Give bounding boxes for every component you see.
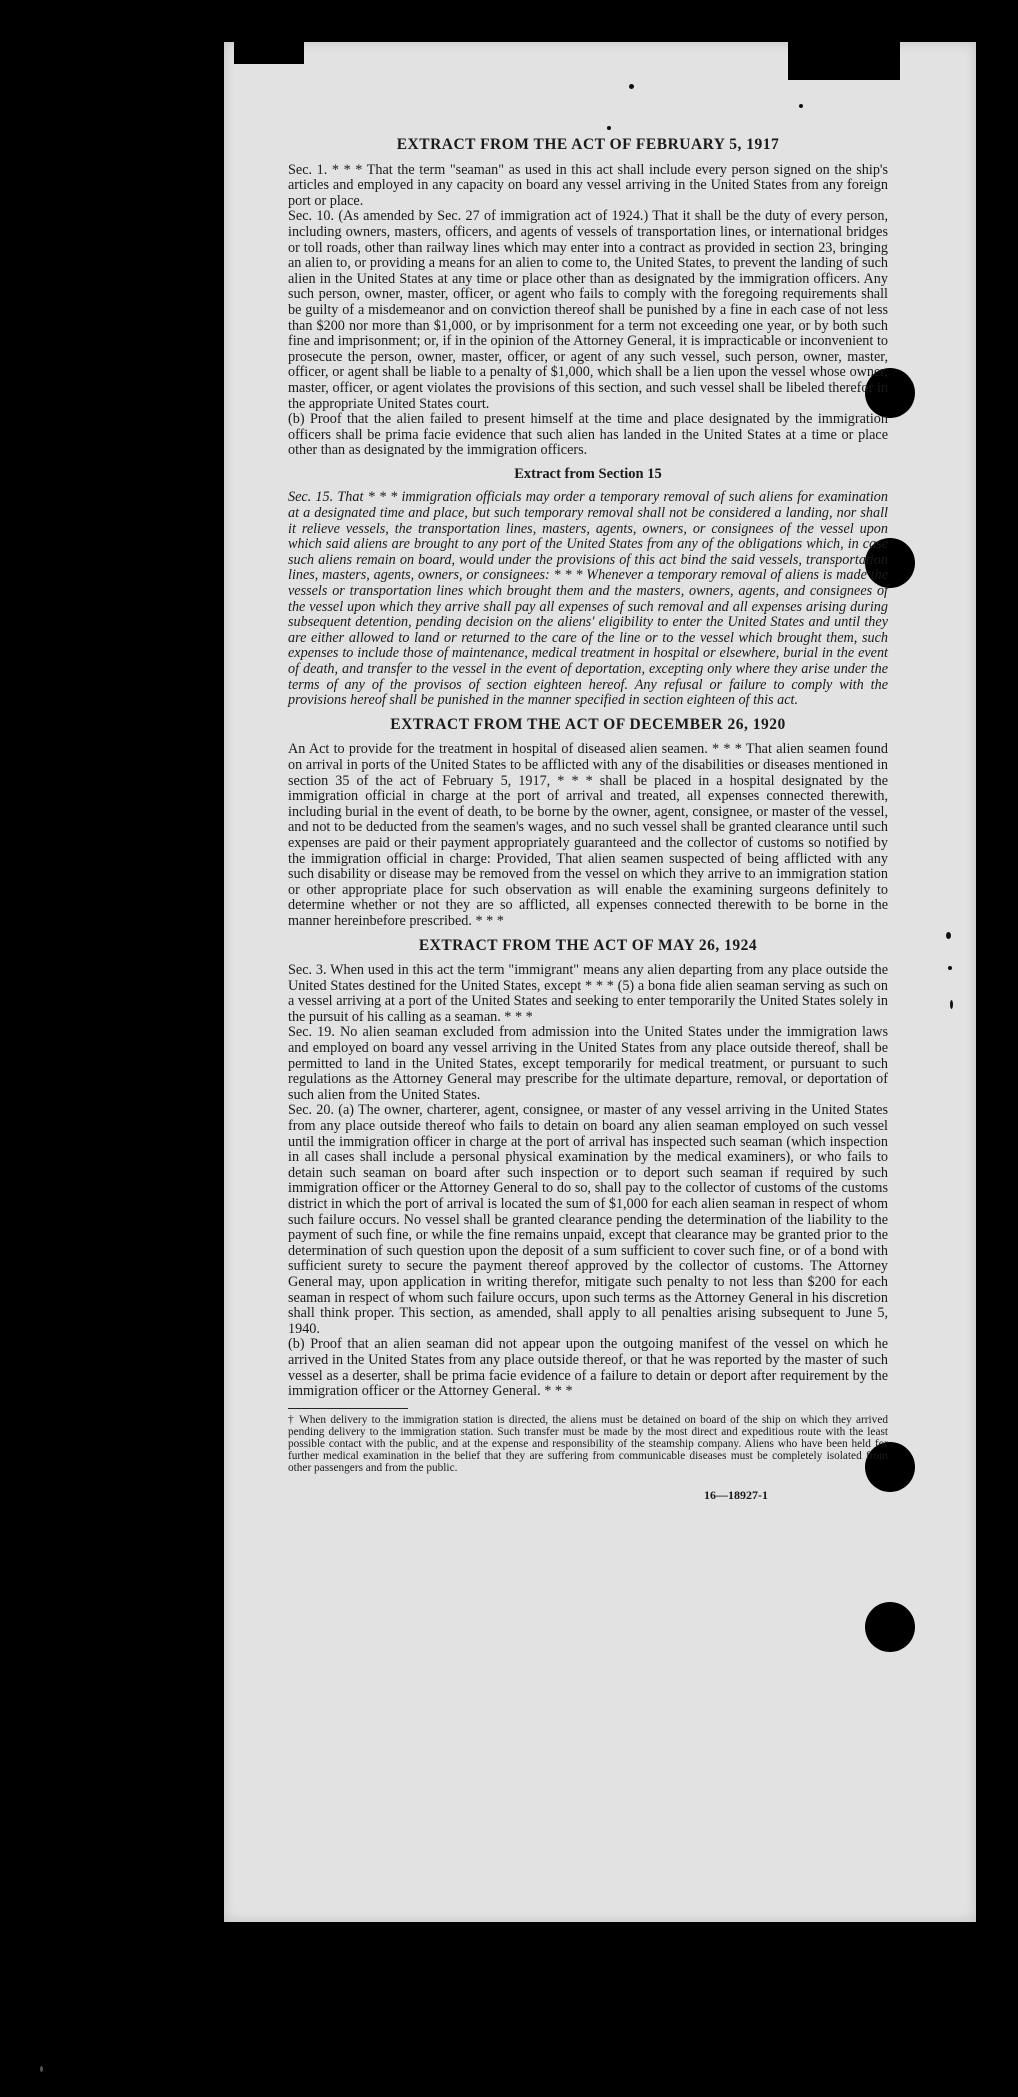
footnote: † When delivery to the immigration station is directed, the aliens must be detained on board of the ship on which they arrived pending delivery to the immigration station. Such transfer must be made by the most direct and expeditious route with the least possible contact with the public, and at the expense and responsibility of the steamship company. Aliens who have been held for further medical examination in the belief that they are suffering from communicable diseases must be completely isolated from other passengers and from the public.	[288, 1413, 888, 1474]
speck	[607, 126, 611, 130]
form-number: 16—18927-1	[704, 1487, 768, 1502]
torn-corner-right	[788, 42, 900, 80]
speck	[629, 84, 634, 89]
paragraph-act-1920: An Act to provide for the treatment in hospital of diseased alien seamen. * * * That alien seamen found on arrival in ports of the United States to be afflicted with any of the disabilities or diseases mentioned in section 35 of the act of February 5, 1917, * * * shall be placed in a hospital designated by the immigration official in charge at the port of arrival and treated, all expenses connected therewith, including burial in the event of death, to be borne by the owner, agent, consignee, or master of the vessel, and not to be deducted from the seamen's wages, and no such vessel shall be granted clearance until such expenses are paid or their payment appropriately guaranteed and the collector of customs so notified by the immigration official in charge: Provided, That alien seamen suspected of being afflicted with any such disability or disease may be removed from the vessel on which they arrive to an immigration station or other appropriate place for such observation as will enable the examining surgeons definitely to determine whether or not they are so afflicted, all expenses connected therewith to be borne in the manner hereinbefore prescribed. * * *	[288, 741, 888, 929]
punch-hole	[865, 1602, 915, 1652]
edge-mark	[946, 932, 951, 939]
footnote-divider	[288, 1408, 408, 1409]
paragraph-sec20-b: (b) Proof that an alien seaman did not appear upon the outgoing manifest of the vessel on which he arrived in the United States from any place outside thereof, or that he was reported by the master of such vessel as a deserter, shall be prima facie evidence of a failure to detain or deport after requirement by the immigration officer or the Attorney General. * * *	[288, 1336, 888, 1400]
paragraph-sec1: Sec. 1. * * * That the term "seaman" as used in this act shall include every person signed on the ship's articles and employed in any capacity on board any vessel arriving in the United States from any foreign port or place.	[288, 161, 888, 209]
edge-mark	[40, 2066, 43, 2072]
paragraph-sec19: Sec. 19. No alien seaman excluded from admission into the United States under the immigration laws and employed on board any vessel arriving in the United States from any place outside thereof, shall be permitted to land in the United States, except temporarily for medical treatment, or pursuant to such regulations as the Attorney General may prescribe for the ultimate departure, removal, or deportation of such alien from the United States.	[288, 1024, 888, 1103]
torn-corner-left	[234, 42, 304, 64]
heading-act-1924: EXTRACT FROM THE ACT OF MAY 26, 1924	[418, 936, 758, 954]
paragraph-sec10: Sec. 10. (As amended by Sec. 27 of immigration act of 1924.) That it shall be the duty of every person, including owners, masters, officers, and agents of vessels of transportation lines, or international bridges or toll roads, other than railway lines which may enter into a contract as provided in section 23, bringing an alien to, or providing a means for an alien to come to, the United States, to prevent the landing of such alien in the United States at any time or place other than as designated by the immigration officers. Any such person, owner, master, officer, or agent who fails to comply with the foregoing requirements shall be guilty of a misdemeanor and on conviction thereof shall be punished by a fine in each case of not less than $200 nor more than $1,000, or by imprisonment for a term not exceeding one year, or by both such fine and imprisonment; or, if in the opinion of the Attorney General, it is impracticable or inconvenient to prosecute the person, owner, master, officer, or agent of any such vessel, such person, owner, master, officer, or agent shall be liable to a penalty of $1,000, which shall be a lien upon the vessel whose owner, master, officer, or agent violates the provisions of this section, and such vessel shall be libeled therefor in the appropriate United States court.	[288, 208, 888, 412]
document-body	[288, 137, 888, 1503]
paragraph-sec10-b: (b) Proof that the alien failed to present himself at the time and place designated by the immigration officers shall be prima facie evidence that such alien has landed in the United States at a time or place other than as designated by the immigration officers.	[288, 411, 888, 459]
edge-mark	[950, 1000, 953, 1009]
heading-act-1920: EXTRACT FROM THE ACT OF DECEMBER 26, 1920	[390, 715, 786, 733]
edge-mark	[948, 966, 952, 970]
paragraph-sec15: Sec. 15. That * * * immigration officials may order a temporary removal of such aliens for examination at a designated time and place, but such temporary removal shall not be considered a landing, nor shall it relieve vessels, the transportation lines, masters, agents, owners, or consignees of the vessel upon which said aliens are brought to any port of the United States from any of the obligations which, in case such aliens remain on board, would under the provisions of this act bind the said vessels, transportation lines, masters, agents, owners, or consignees: * * * Whenever a temporary removal of aliens is made the vessels or transportation lines which brought them and the masters, owners, agents, and consignees of the vessel upon which they arrive shall pay all expenses of such removal and all expenses arising during subsequent detention, pending decision on the aliens' eligibility to enter the United States and until they are either allowed to land or returned to the care of the line or to the vessel which brought them, such expenses to include those of maintenance, medical treatment in hospital or elsewhere, burial in the event of death, and transfer to the vessel in the event of deportation, excepting only where they arise under the terms of any of the provisos of section eighteen hereof. Any refusal or failure to comply with the provisions hereof shall be punished in the manner specified in section eighteen of this act.	[288, 489, 888, 709]
document-page	[224, 42, 976, 1922]
heading-section-15: Extract from Section 15	[514, 465, 662, 482]
paragraph-sec20: Sec. 20. (a) The owner, charterer, agent, consignee, or master of any vessel arriving in the United States from any place outside thereof who fails to detain on board any alien seaman employed on such vessel until the immigration officer in charge at the port of arrival has inspected such seaman (which inspection in all cases shall include a personal physical examination by the medical examiners), or who fails to detain such seaman on board after such inspection or to deport such seaman if required by such immigration officer or the Attorney General to do so, shall pay to the collector of customs of the customs district in which the port of arrival is located the sum of $1,000 for each alien seaman in respect of whom such failure occurs. No vessel shall be granted clearance pending the determination of the liability to the payment of such fine, or while the fine remains unpaid, except that clearance may be granted prior to the determination of such question upon the deposit of a sum sufficient to cover such fine, or of a bond with sufficient surety to secure the payment thereof approved by the collector of customs. The Attorney General may, upon application in writing therefor, mitigate such penalty to not less than $200 for each seaman in respect of whom such failure occurs, upon such terms as the Attorney General in his discretion shall think proper. This section, as amended, shall apply to all penalties arising subsequent to June 5, 1940.	[288, 1102, 888, 1337]
speck	[799, 104, 803, 108]
heading-act-1917: EXTRACT FROM THE ACT OF FEBRUARY 5, 1917	[396, 136, 780, 153]
paragraph-sec3: Sec. 3. When used in this act the term "immigrant" means any alien departing from any place outside the United States destined for the United States, except * * * (5) a bona fide alien seaman serving as such on a vessel arriving at a port of the United States and seeking to enter temporarily the United States solely in the pursuit of his calling as a seaman. * * *	[288, 962, 888, 1025]
